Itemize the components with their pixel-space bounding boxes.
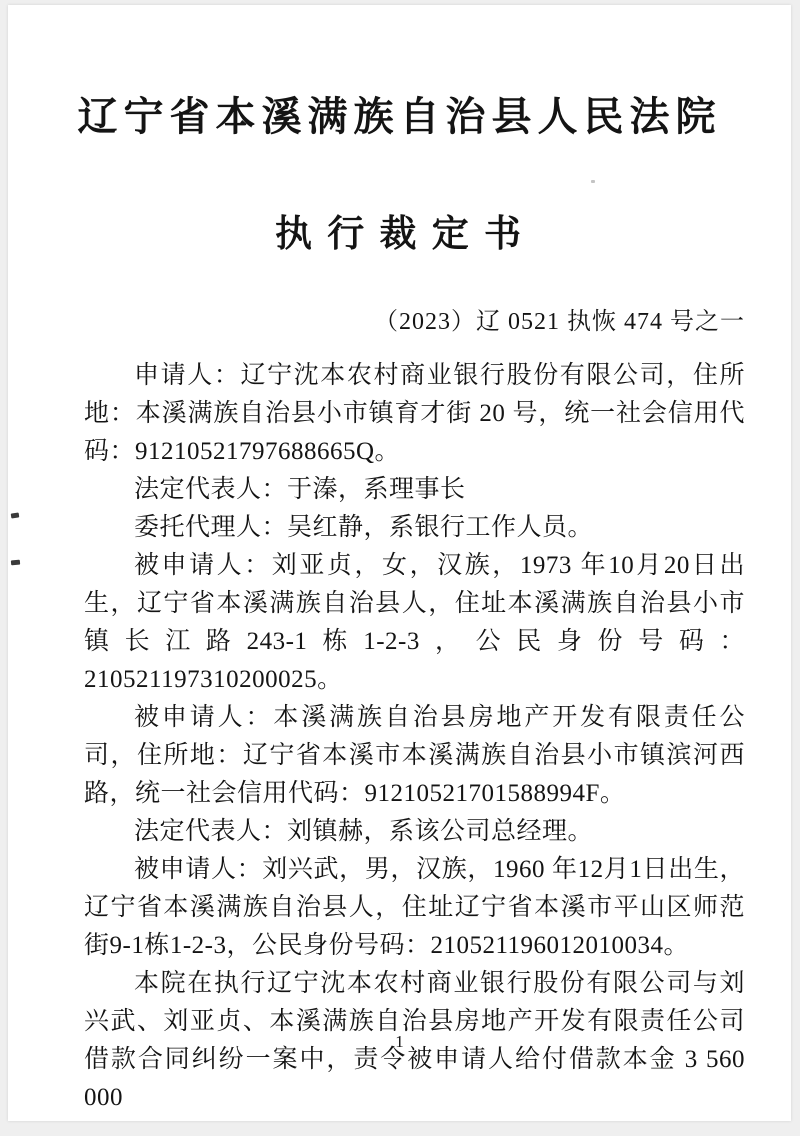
para-legal-rep-company: 法定代表人：刘镇赫，系该公司总经理。 <box>134 818 594 845</box>
document-body <box>8 305 791 1117</box>
page-number: 1 <box>395 1032 404 1051</box>
document-header <box>8 5 791 261</box>
para-case-summary: 本院在执行辽宁沈本农村商业银行股份有限公司与刘兴武、刘亚贞、本溪满族自治县房地产开发有限责任公司借款合同纠纷一案中，责令被申请人给付借款本金 3 560 000 <box>84 970 745 1111</box>
para-legal-rep-bank: 法定代表人：于溱，系理事长 <box>134 476 466 503</box>
document-type-title: 执 行 裁 定 书 <box>275 214 524 255</box>
para-respondent-liu-xingwu: 被申请人：刘兴武，男，汉族，1960 年12月1日出生，辽宁省本溪满族自治县人，住址辽宁省本溪市平山区师范街9-1栋1-2-3，公民身份号码：210521196012010034。 <box>84 856 745 959</box>
para-respondent-company: 被申请人：本溪满族自治县房地产开发有限责任公司，住所地：辽宁省本溪市本溪满族自治县小市镇滨河西路，统一社会信用代码：91210521701588994F。 <box>84 704 745 807</box>
para-respondent-liu-yazhen: 被申请人：刘亚贞，女，汉族，1973 年10月20日出生，辽宁省本溪满族自治县人，住址本溪满族自治县小市镇长江路243-1栋1-2-3，公民身份号码：210521197310200025。 <box>84 552 745 693</box>
court-name-title: 辽宁省本溪满族自治县人民法院 <box>77 94 722 139</box>
scan-artifact-speck <box>11 560 20 566</box>
case-number: （2023）辽 0521 执恢 474 号之一 <box>374 309 745 335</box>
document-paragraphs <box>84 357 745 1117</box>
scan-artifact-speck <box>591 180 595 183</box>
document-page <box>8 5 791 1121</box>
para-applicant: 申请人：辽宁沈本农村商业银行股份有限公司，住所地：本溪满族自治县小市镇育才街 20 号，统一社会信用代码：91210521797688665Q。 <box>84 362 745 465</box>
para-authorized-agent: 委托代理人：吴红静，系银行工作人员。 <box>134 514 594 541</box>
